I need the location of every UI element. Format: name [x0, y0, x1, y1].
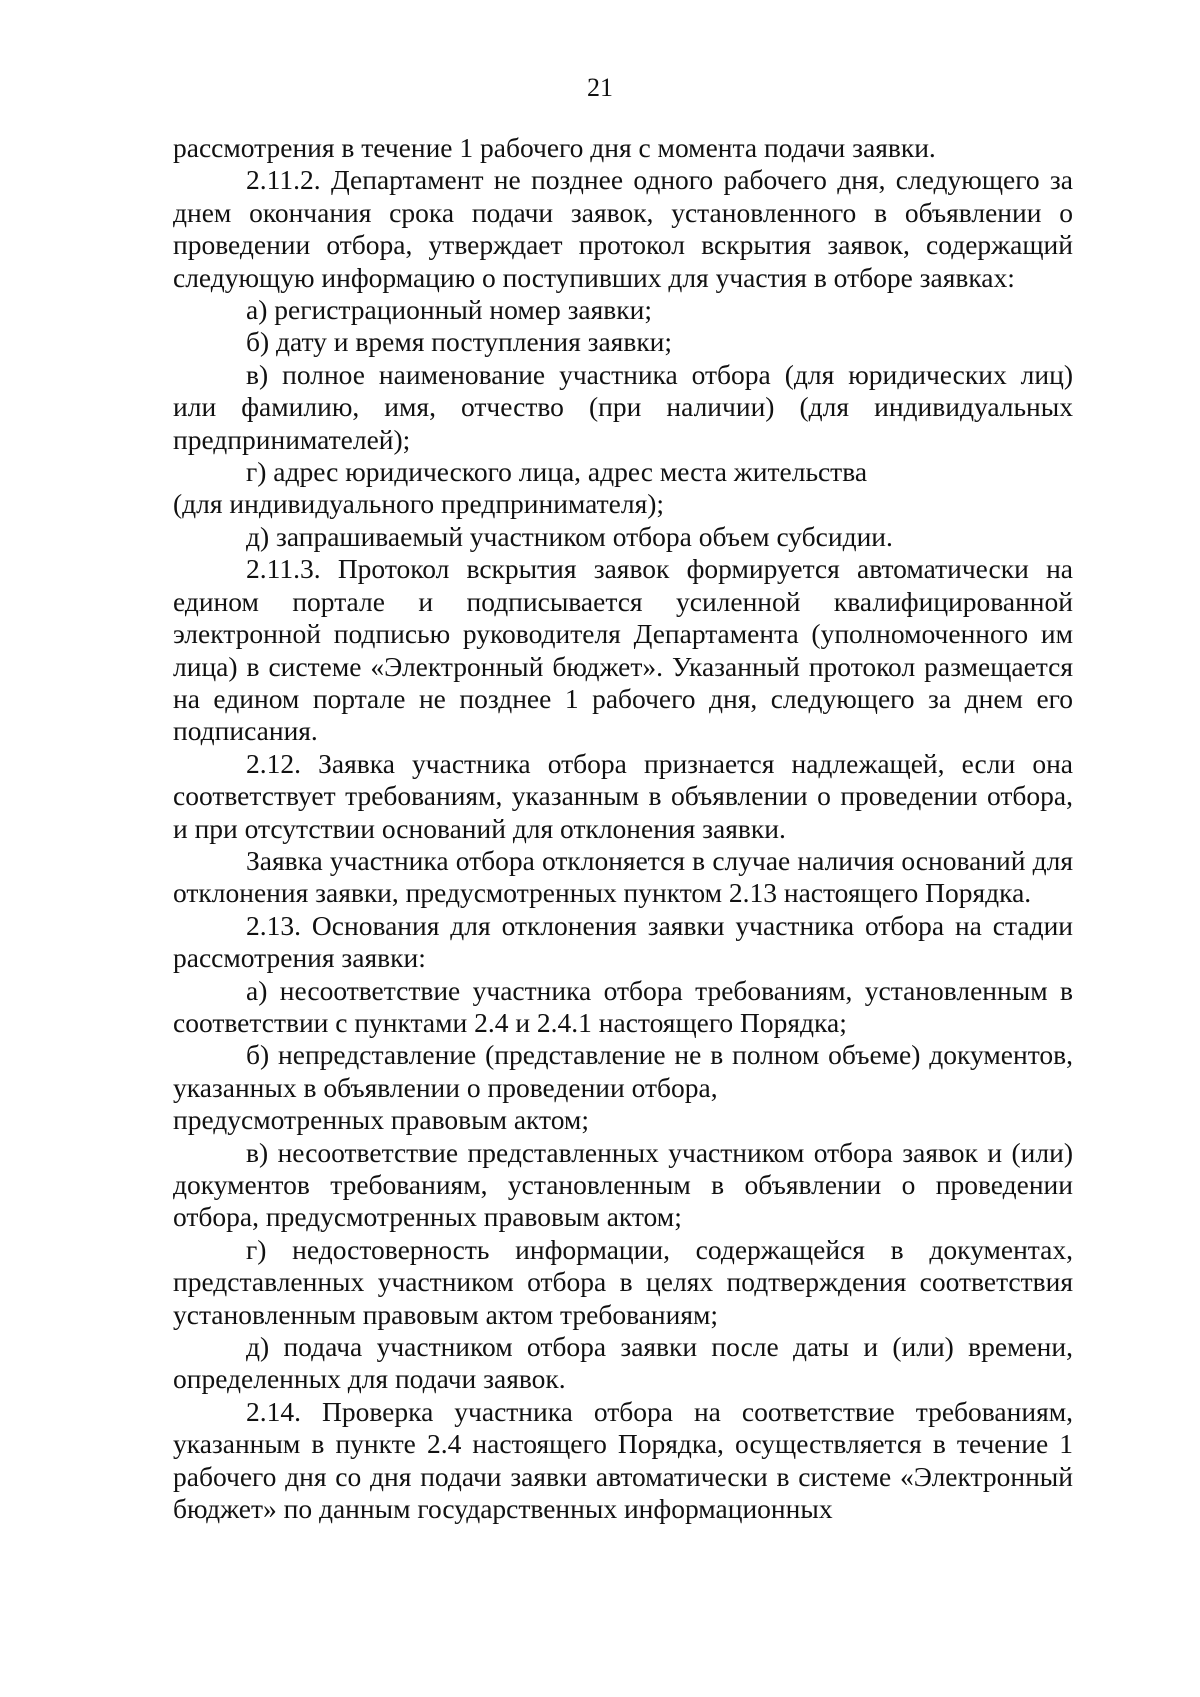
list-item-d: д) запрашиваемый участником отбора объем субсидии. [246, 520, 893, 552]
list-item-2-13-g: г) недостоверность информации, содержащейся в документах, представленных участником отбора в целях подтверждения соответствия установленным правовым актом требованиям; [173, 1233, 1073, 1330]
list-item-b: б) дату и время поступления заявки; [246, 326, 673, 358]
list-item-2-13-d: д) подача участником отбора заявки после даты и (или) времени, определенных для подачи заявок. [173, 1331, 1073, 1395]
paragraph-2-12: 2.12. Заявка участника отбора признается надлежащей, если она соответствует требованиям, указанным в объявлении о проведении отбора, и при отсутствии оснований для отклонения заявки. [173, 747, 1073, 844]
paragraph-2-11-3: 2.11.3. Протокол вскрытия заявок формируется автоматически на едином портале и подписывается усиленной квалифицированной электронной подписью руководителя Департамента (уполномоченного им лица) в системе «Электронный бюджет». Указанный протокол размещается на едином портале не позднее 1 рабочего дня, следующего за днем его подписания. [173, 553, 1073, 747]
paragraph-2-13: 2.13. Основания для отклонения заявки участника отбора на стадии рассмотрения заявки: [173, 909, 1073, 974]
list-item-g: г) адрес юридического лица, адрес места жительства (для индивидуального предпринимателя); [173, 456, 868, 520]
list-item-a: а) регистрационный номер заявки; [246, 294, 652, 326]
paragraph-2-14: 2.14. Проверка участника отбора на соответствие требованиям, указанным в пункте 2.4 настоящего Порядка, осуществляется в течение 1 рабочего дня со дня подачи заявки автоматически в системе «Электронный бюджет» по данным государственных информационных [173, 1395, 1073, 1525]
page-number: 21 [587, 73, 613, 102]
list-item-2-13-v: в) несоответствие представленных участником отбора заявок и (или) документов требованиям, установленным в объявлении о проведении отбора, предусмотренных правовым актом; [173, 1136, 1073, 1233]
paragraph-2-11-2: 2.11.2. Департамент не позднее одного рабочего дня, следующего за днем окончания срока подачи заявок, установленного в объявлении о проведении отбора, утверждает протокол вскрытия заявок, содержащий следующую информацию о поступивших для участия в отборе заявках: [173, 164, 1073, 293]
document-body [173, 132, 1073, 1525]
list-item-v: в) полное наименование участника отбора (для юридических лиц) или фамилию, имя, отчество (при наличии) (для индивидуальных предпринимателей); [173, 358, 1073, 455]
paragraph-2-12-rejection: Заявка участника отбора отклоняется в случае наличия оснований для отклонения заявки, предусмотренных пунктом 2.13 настоящего Порядка. [173, 844, 1073, 909]
list-item-2-13-a: а) несоответствие участника отбора требованиям, установленным в соответствии с пунктами 2.4 и 2.4.1 настоящего Порядка; [173, 974, 1073, 1038]
list-item-2-13-b: б) непредставление (представление не в полном объеме) документов, указанных в объявлении о проведении отбора, предусмотренных правовым актом; [173, 1039, 1073, 1136]
paragraph-continuation: рассмотрения в течение 1 рабочего дня с момента подачи заявки. [173, 132, 936, 163]
